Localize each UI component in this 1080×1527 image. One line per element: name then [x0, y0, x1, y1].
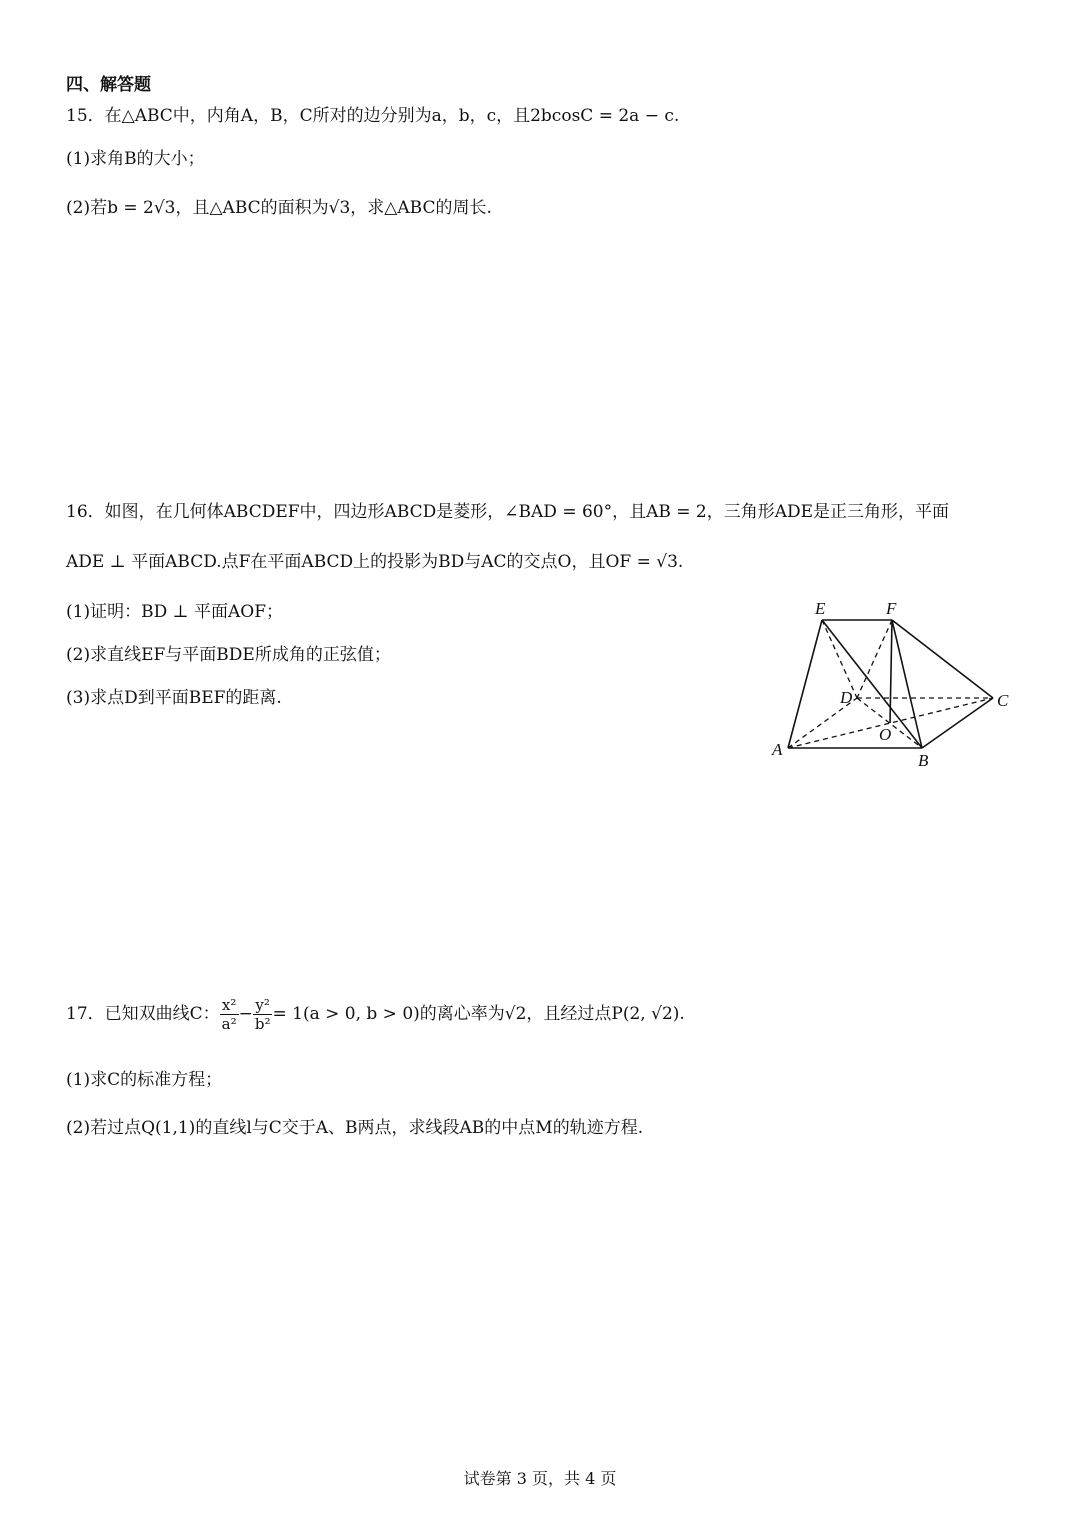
frac1-numerator: x²	[220, 996, 239, 1015]
q15-stem: 15．在△ABC中，内角A，B，C所对的边分别为a，b，c，且2bcosC = 2a − c.	[66, 106, 680, 126]
q17-minus: −	[238, 1004, 253, 1024]
label-C: C	[997, 691, 1009, 710]
q16-stem-line2: ADE ⊥ 平面ABCD.点F在平面ABCD上的投影为BD与AC的交点O，且OF = √3.	[66, 552, 684, 572]
q17-fraction-x	[220, 996, 239, 1033]
q15-part2: (2)若b = 2√3，且△ABC的面积为√3，求△ABC的周长.	[66, 198, 492, 218]
label-F: F	[886, 599, 897, 618]
edge-FO	[890, 620, 892, 723]
q17-part2: (2)若过点Q(1,1)的直线l与C交于A、B两点，求线段AB的中点M的轨迹方程.	[66, 1118, 644, 1138]
q17-stem	[66, 996, 685, 1033]
geometry-figure	[760, 590, 1040, 780]
q16-stem-line1: 16．如图，在几何体ABCDEF中，四边形ABCD是菱形，∠BAD = 60°，且AB = 2，三角形ADE是正三角形，平面	[66, 502, 950, 522]
frac2-denominator: b²	[254, 1015, 271, 1033]
q17-prefix: 17．已知双曲线C：	[66, 1004, 220, 1024]
edge-EA	[788, 620, 822, 748]
label-E: E	[815, 599, 826, 618]
section-title: 四、解答题	[66, 75, 151, 95]
frac1-denominator: a²	[221, 1015, 237, 1033]
q15-part1: (1)求角B的大小；	[66, 149, 205, 169]
label-D: D	[840, 688, 853, 707]
q17-fraction-y	[253, 996, 273, 1033]
q16-part2: (2)求直线EF与平面BDE所成角的正弦值；	[66, 645, 391, 665]
label-B: B	[918, 751, 929, 770]
label-O: O	[879, 725, 892, 744]
page-footer: 试卷第 3 页，共 4 页	[463, 1469, 617, 1488]
frac2-numerator: y²	[253, 996, 273, 1015]
q16-part3: (3)求点D到平面BEF的距离.	[66, 688, 282, 708]
label-A: A	[772, 740, 783, 759]
q16-part1: (1)证明：BD ⊥ 平面AOF；	[66, 602, 284, 622]
q17-part1: (1)求C的标准方程；	[66, 1070, 223, 1090]
q17-suffix: = 1(a > 0, b > 0)的离心率为√2，且经过点P(2, √2).	[272, 1004, 685, 1024]
edge-BC	[922, 698, 993, 748]
